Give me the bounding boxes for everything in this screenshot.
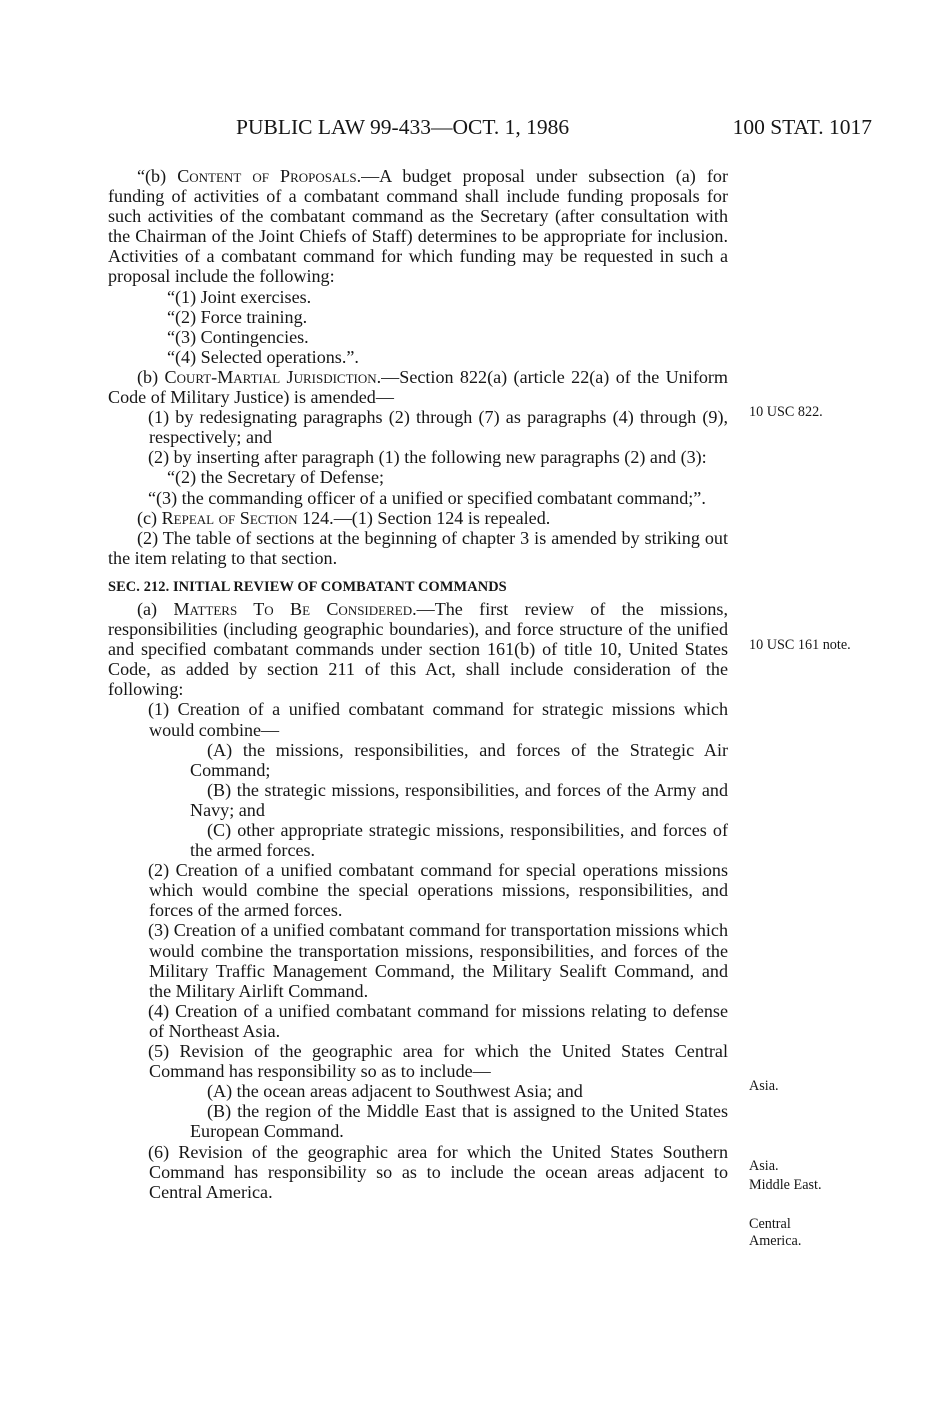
subsection-heading: Repeal of Section [161,507,298,528]
list-item: (C) other appropriate strategic missions, responsibilities, and forces of the armed forces. [190,820,728,861]
list-item: (2) by inserting after paragraph (1) the following new paragraphs (2) and (3): [148,447,707,468]
margin-note-middle-east: Middle East. [749,1177,822,1193]
list-item: (1) by redesignating paragraphs (2) through (7) as paragraphs (4) through (9), respectively; and [148,407,728,448]
list-item: “(3) Contingencies. [167,326,309,347]
subsection-c-repeal: (c) Repeal of Section 124.—(1) Section 124 is repealed. [137,507,551,528]
subsection-heading: Content of Proposals [177,166,357,186]
margin-note-usc-161: 10 USC 161 note. [749,637,851,653]
margin-note-central-america: Central America. [749,1216,802,1249]
subsection-heading: Court-Martial Jurisdiction [164,366,377,387]
list-item: “(2) Force training. [167,306,308,327]
subsection-heading: Matters To Be Considered [173,598,413,619]
margin-note-usc-822: 10 USC 822. [749,404,823,420]
list-item: (B) the strategic missions, responsibilities, and forces of the Army and Navy; and [190,779,728,820]
list-item: (1) Creation of a unified combatant command for strategic missions which would combine— [148,699,728,740]
margin-note-asia: Asia. [749,1158,779,1174]
list-item: (A) the ocean areas adjacent to Southwest Asia; and [207,1081,583,1102]
section-212-heading: SEC. 212. INITIAL REVIEW OF COMBATANT COMMANDS [108,578,507,595]
paragraph: (2) The table of sections at the beginning of chapter 3 is amended by striking out the item relating to that section. [108,527,728,568]
list-item: (5) Revision of the geographic area for which the United States Central Command has responsibility so as to include— [148,1041,728,1082]
list-item: (2) Creation of a unified combatant command for special operations missions which would combine the special operations missions, responsibilities, and forces of the armed forces. [148,860,728,921]
list-item: (6) Revision of the geographic area for which the United States Southern Command has responsibility so as to include the ocean areas adjacent to Central America. [148,1141,728,1202]
subsection-a-matters: (a) Matters To Be Considered.—The first review of the missions, responsibilities (including geographic boundaries), and force structure of the unified and specified combatant commands under section 161(b) of title 10, United States Code, as added by section 211 of this Act, shall include consideration of the following: [108,598,728,700]
body-text [108,166,728,1202]
list-item: “(3) the commanding officer of a unified or specified combatant command;”. [148,487,706,508]
law-title: PUBLIC LAW 99-433—OCT. 1, 1986 [236,115,570,139]
list-item: “(4) Selected operations.”. [167,346,359,367]
list-item: “(1) Joint exercises. [167,286,312,307]
list-item: (B) the region of the Middle East that is assigned to the United States European Command. [190,1101,728,1142]
subsection-b-court-martial: (b) Court-Martial Jurisdiction.—Section 822(a) (article 22(a) of the Uniform Code of Military Justice) is amended— [108,366,728,408]
page-header [236,115,872,141]
list-item: (3) Creation of a unified combatant command for transportation missions which would combine the transportation missions, responsibilities, and forces of the Military Traffic Management Command, the Military Sealift Command, and the Military Airlift Command. [148,920,728,1001]
list-item: (A) the missions, responsibilities, and forces of the Strategic Air Command; [190,739,728,780]
statute-citation: 100 STAT. 1017 [732,115,872,139]
margin-note-asia: Asia. [749,1078,779,1094]
list-item: “(2) the Secretary of Defense; [167,467,385,488]
subsection-b-content-of-proposals: “(b) Content of Proposals.—A budget proposal under subsection (a) for funding of activities of a combatant command shall include funding proposals for such activities of the combatant command as the Secretary (after consultation with the Chairman of the Joint Chiefs of Staff) determines to be appropriate for inclusion. Activities of a combatant command for which funding may be requested in such a proposal include the following: [108,166,728,287]
list-item: (4) Creation of a unified combatant command for missions relating to defense of Northeast Asia. [148,1000,728,1041]
